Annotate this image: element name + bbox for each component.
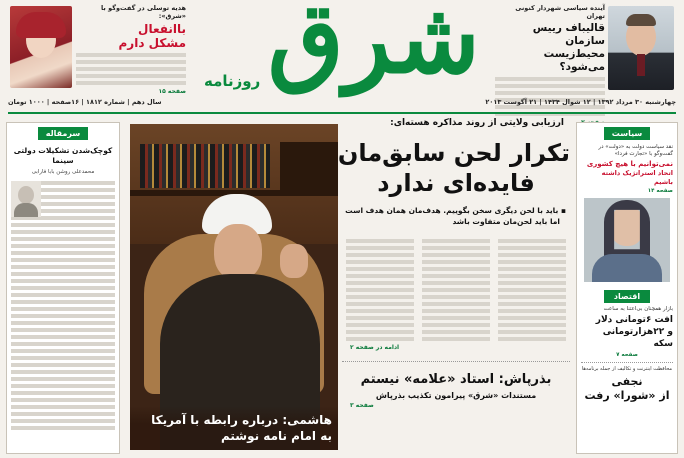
right-section-header: سیاست	[604, 127, 650, 140]
main-lead-1: ▪ باید با لحن دیگری سخن بگوییم. هدف‌مان همان هدف است	[345, 206, 566, 215]
right-kicker: نقد سیاست دولت به «دولت» در گفت‌وگو با «تجارت فردا»	[598, 144, 673, 157]
photo-face	[214, 224, 262, 280]
teaser-right-kicker: آینده سیاسی شهردار کنونی تهران	[515, 4, 605, 20]
photo-story[interactable]	[130, 124, 338, 450]
photo-caption	[130, 406, 338, 450]
masthead	[0, 0, 684, 112]
main-kicker: ارزیابی ولایتی از روند مذاکره هسته‌ای:	[390, 118, 564, 128]
teaser-left[interactable]	[76, 4, 186, 100]
right-divider	[581, 362, 673, 363]
right-column	[576, 122, 678, 454]
dateline: چهارشنبه ۳۰ مرداد ۱۳۹۲ | ۱۲ شوال ۱۴۳۴ | ۲۱ آگوست ۲۰۱۳	[485, 98, 676, 106]
bottom-story-headline[interactable]: بذرپاش: استاد «علامه» نیستم	[360, 372, 552, 387]
teaser-left-headline: باانفعال	[138, 22, 186, 36]
right-section2-header: اقتصاد	[604, 290, 650, 303]
teaser-left-page-ref: صفحه ۱۵	[158, 88, 186, 95]
right-headline3-2[interactable]: از «شورا» رفت	[584, 389, 670, 402]
right-headline[interactable]: نمی‌توانیم با هیچ کشوری	[586, 160, 673, 168]
photo-caption-line1: هاشمی: درباره رابطه با آمریکا	[151, 413, 332, 427]
teaser-right-headline-2: محیط‌زیست می‌شود؟	[543, 48, 605, 73]
teaser-right-photo	[608, 6, 674, 90]
main-divider	[342, 361, 570, 362]
teaser-right[interactable]	[495, 4, 605, 100]
right-headline3[interactable]: نجفی	[611, 375, 643, 388]
right-kicker3: محافظت اینترنت و تکالیف از جمله برنامه‌ها	[581, 366, 673, 372]
logo-text: شرق	[267, 0, 480, 96]
right-headline2-2[interactable]: و ۲۲هزارتومانی سکه	[602, 327, 673, 349]
right-headline-2[interactable]: اتحاد استراتژیک داشته باشیم	[601, 169, 673, 186]
teaser-left-kicker: هدیه توسلی در گفت‌وگو با «شرق»:	[100, 4, 186, 20]
photo-caption-line2: به امام نامه نوشتم	[220, 429, 332, 443]
right-photo	[584, 198, 670, 282]
main-body	[342, 236, 570, 344]
left-section-header: سرمقاله	[38, 127, 88, 140]
photo-hand	[280, 244, 308, 278]
issue-info: سال دهم | شماره ۱۸۱۲ | ۱۶صفحه | ۱۰۰۰ تومان	[8, 98, 162, 106]
dateline-bar	[8, 98, 676, 108]
teaser-left-headline-2: مشکل دارم	[118, 36, 186, 50]
logo-subtitle: روزنامه	[204, 72, 261, 90]
teaser-left-body	[76, 53, 186, 85]
masthead-rule	[8, 112, 676, 114]
teaser-left-photo	[10, 6, 72, 88]
main-headline-2: فایده‌ای ندارد	[377, 169, 535, 197]
main-story[interactable]	[337, 118, 570, 458]
left-column	[6, 122, 120, 454]
teaser-right-headline: قالیباف رییس سازمان	[532, 22, 605, 47]
left-author-photo	[11, 181, 41, 217]
main-lead-2: اما باید لحن‌مان متفاوت باشد	[452, 217, 560, 226]
masthead-logo	[198, 0, 490, 104]
right-kicker2: بازار همچنان بی‌اعتنا به ساعت	[603, 306, 673, 312]
main-headline-1: تکرار لحن سابق‌مان	[337, 139, 570, 167]
bottom-story-page-ref: صفحه ۳	[350, 402, 374, 409]
left-body	[11, 181, 115, 430]
right-page-ref2: صفحه ۷	[616, 352, 638, 358]
main-page-ref: ادامه در صفحه ۲	[350, 344, 400, 351]
bottom-story-subhead: مستندات «شرق» پیرامون تکذیب بذرپاش	[375, 391, 537, 400]
teaser-right-body	[495, 77, 605, 116]
left-author: محمدعلی روشن بابا فارابی	[31, 169, 95, 175]
left-headline[interactable]: کوچک‌شدن تشکیلات دولتی سینما	[13, 146, 113, 165]
right-page-ref: صفحه ۱۴	[647, 188, 673, 194]
right-headline2[interactable]: افت ۶تومانی دلار	[595, 315, 673, 325]
